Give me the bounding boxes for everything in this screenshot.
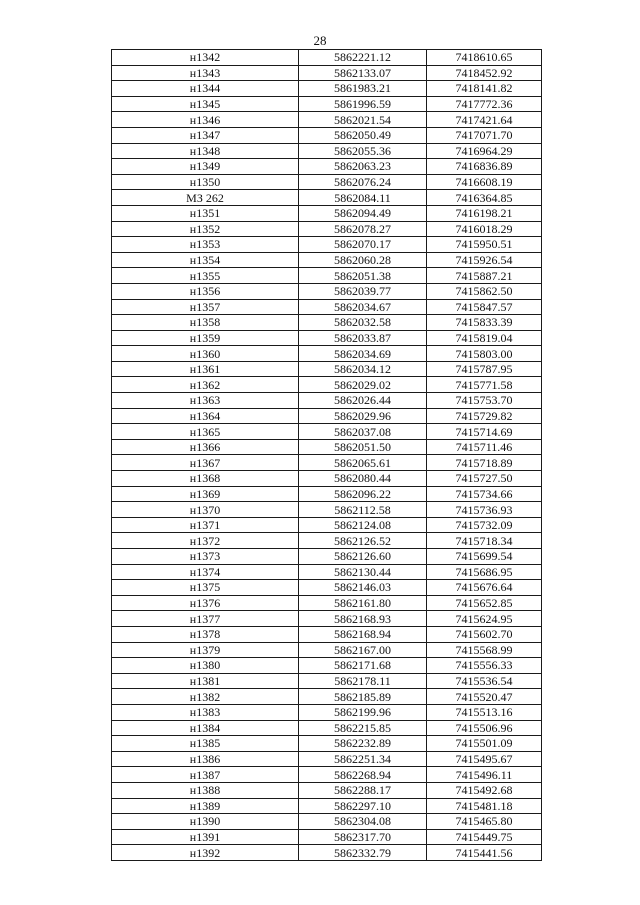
y-coordinate-cell: 7415753.70 — [427, 393, 542, 409]
x-coordinate-cell: 5862094.49 — [299, 205, 427, 221]
point-number-cell: н1371 — [112, 517, 299, 533]
y-coordinate-cell: 7415513.16 — [427, 704, 542, 720]
point-number-cell: н1351 — [112, 205, 299, 221]
table-row — [112, 268, 542, 284]
y-coordinate-cell: 7415787.95 — [427, 361, 542, 377]
y-coordinate-cell: 7415686.95 — [427, 564, 542, 580]
point-number-cell: н1346 — [112, 112, 299, 128]
y-coordinate-cell: 7415536.54 — [427, 673, 542, 689]
point-number-cell: н1354 — [112, 252, 299, 268]
point-number-cell: н1347 — [112, 127, 299, 143]
point-number-cell: н1368 — [112, 471, 299, 487]
table-row — [112, 673, 542, 689]
y-coordinate-cell: 7417071.70 — [427, 127, 542, 143]
x-coordinate-cell: 5862096.22 — [299, 486, 427, 502]
y-coordinate-cell: 7415718.89 — [427, 455, 542, 471]
x-coordinate-cell: 5862168.93 — [299, 611, 427, 627]
x-coordinate-cell: 5862080.44 — [299, 471, 427, 487]
y-coordinate-cell: 7415714.69 — [427, 424, 542, 440]
point-number-cell: н1389 — [112, 798, 299, 814]
y-coordinate-cell: 7418141.82 — [427, 81, 542, 97]
x-coordinate-cell: 5862055.36 — [299, 143, 427, 159]
table-row — [112, 315, 542, 331]
point-number-cell: н1378 — [112, 626, 299, 642]
point-number-cell: н1358 — [112, 315, 299, 331]
y-coordinate-cell: 7415481.18 — [427, 798, 542, 814]
x-coordinate-cell: 5862268.94 — [299, 767, 427, 783]
table-row — [112, 767, 542, 783]
table-row — [112, 455, 542, 471]
y-coordinate-cell: 7415732.09 — [427, 517, 542, 533]
coordinates-table-body — [112, 50, 542, 861]
x-coordinate-cell: 5862084.11 — [299, 190, 427, 206]
table-row — [112, 439, 542, 455]
point-number-cell: н1367 — [112, 455, 299, 471]
point-number-cell: н1391 — [112, 829, 299, 845]
table-row — [112, 704, 542, 720]
table-row — [112, 96, 542, 112]
x-coordinate-cell: 5862297.10 — [299, 798, 427, 814]
y-coordinate-cell: 7415699.54 — [427, 549, 542, 565]
point-number-cell: н1366 — [112, 439, 299, 455]
point-number-cell: н1373 — [112, 549, 299, 565]
x-coordinate-cell: 5862029.02 — [299, 377, 427, 393]
table-row — [112, 424, 542, 440]
point-number-cell: н1375 — [112, 580, 299, 596]
table-row — [112, 626, 542, 642]
point-number-cell: н1344 — [112, 81, 299, 97]
y-coordinate-cell: 7416364.85 — [427, 190, 542, 206]
y-coordinate-cell: 7417421.64 — [427, 112, 542, 128]
coordinates-table — [111, 49, 542, 861]
y-coordinate-cell: 7415624.95 — [427, 611, 542, 627]
y-coordinate-cell: 7415734.66 — [427, 486, 542, 502]
point-number-cell: н1362 — [112, 377, 299, 393]
point-number-cell: н1392 — [112, 845, 299, 861]
x-coordinate-cell: 5862215.85 — [299, 720, 427, 736]
table-row — [112, 814, 542, 830]
x-coordinate-cell: 5862133.07 — [299, 65, 427, 81]
point-number-cell: н1379 — [112, 642, 299, 658]
y-coordinate-cell: 7417772.36 — [427, 96, 542, 112]
x-coordinate-cell: 5862232.89 — [299, 736, 427, 752]
x-coordinate-cell: 5862332.79 — [299, 845, 427, 861]
x-coordinate-cell: 5862304.08 — [299, 814, 427, 830]
x-coordinate-cell: 5862034.69 — [299, 346, 427, 362]
table-row — [112, 205, 542, 221]
table-row — [112, 720, 542, 736]
table-row — [112, 751, 542, 767]
x-coordinate-cell: 5862317.70 — [299, 829, 427, 845]
table-row — [112, 377, 542, 393]
y-coordinate-cell: 7415926.54 — [427, 252, 542, 268]
table-row — [112, 237, 542, 253]
x-coordinate-cell: 5862124.08 — [299, 517, 427, 533]
table-row — [112, 564, 542, 580]
x-coordinate-cell: 5862185.89 — [299, 689, 427, 705]
point-number-cell: н1383 — [112, 704, 299, 720]
table-row — [112, 190, 542, 206]
x-coordinate-cell: 5862199.96 — [299, 704, 427, 720]
table-row — [112, 159, 542, 175]
y-coordinate-cell: 7416608.19 — [427, 174, 542, 190]
x-coordinate-cell: 5862050.49 — [299, 127, 427, 143]
y-coordinate-cell: 7415676.64 — [427, 580, 542, 596]
y-coordinate-cell: 7415819.04 — [427, 330, 542, 346]
y-coordinate-cell: 7415736.93 — [427, 502, 542, 518]
y-coordinate-cell: 7415727.50 — [427, 471, 542, 487]
table-row — [112, 736, 542, 752]
table-row — [112, 502, 542, 518]
point-number-cell: н1388 — [112, 782, 299, 798]
table-row — [112, 127, 542, 143]
table-row — [112, 361, 542, 377]
point-number-cell: н1353 — [112, 237, 299, 253]
x-coordinate-cell: 5862037.08 — [299, 424, 427, 440]
y-coordinate-cell: 7415492.68 — [427, 782, 542, 798]
x-coordinate-cell: 5862034.67 — [299, 299, 427, 315]
table-row — [112, 580, 542, 596]
y-coordinate-cell: 7418610.65 — [427, 50, 542, 66]
table-row — [112, 658, 542, 674]
y-coordinate-cell: 7415602.70 — [427, 626, 542, 642]
point-number-cell: н1385 — [112, 736, 299, 752]
table-row — [112, 845, 542, 861]
x-coordinate-cell: 5862026.44 — [299, 393, 427, 409]
table-row — [112, 517, 542, 533]
table-row — [112, 533, 542, 549]
point-number-cell: н1359 — [112, 330, 299, 346]
x-coordinate-cell: 5862051.38 — [299, 268, 427, 284]
point-number-cell: н1381 — [112, 673, 299, 689]
point-number-cell: н1360 — [112, 346, 299, 362]
point-number-cell: н1390 — [112, 814, 299, 830]
y-coordinate-cell: 7415506.96 — [427, 720, 542, 736]
table-row — [112, 299, 542, 315]
point-number-cell: МЗ 262 — [112, 190, 299, 206]
point-number-cell: н1365 — [112, 424, 299, 440]
y-coordinate-cell: 7415729.82 — [427, 408, 542, 424]
x-coordinate-cell: 5862171.68 — [299, 658, 427, 674]
x-coordinate-cell: 5862251.34 — [299, 751, 427, 767]
table-row — [112, 829, 542, 845]
table-row — [112, 471, 542, 487]
y-coordinate-cell: 7415520.47 — [427, 689, 542, 705]
table-row — [112, 689, 542, 705]
x-coordinate-cell: 5862021.54 — [299, 112, 427, 128]
point-number-cell: н1355 — [112, 268, 299, 284]
y-coordinate-cell: 7415568.99 — [427, 642, 542, 658]
y-coordinate-cell: 7415652.85 — [427, 595, 542, 611]
y-coordinate-cell: 7415441.56 — [427, 845, 542, 861]
y-coordinate-cell: 7416198.21 — [427, 205, 542, 221]
x-coordinate-cell: 5861996.59 — [299, 96, 427, 112]
x-coordinate-cell: 5862051.50 — [299, 439, 427, 455]
point-number-cell: н1376 — [112, 595, 299, 611]
table-row — [112, 112, 542, 128]
y-coordinate-cell: 7416964.29 — [427, 143, 542, 159]
table-row — [112, 50, 542, 66]
table-row — [112, 782, 542, 798]
table-row — [112, 408, 542, 424]
table-row — [112, 642, 542, 658]
point-number-cell: н1369 — [112, 486, 299, 502]
x-coordinate-cell: 5862161.80 — [299, 595, 427, 611]
y-coordinate-cell: 7415449.75 — [427, 829, 542, 845]
y-coordinate-cell: 7415495.67 — [427, 751, 542, 767]
point-number-cell: н1384 — [112, 720, 299, 736]
y-coordinate-cell: 7416018.29 — [427, 221, 542, 237]
y-coordinate-cell: 7418452.92 — [427, 65, 542, 81]
y-coordinate-cell: 7415862.50 — [427, 283, 542, 299]
point-number-cell: н1382 — [112, 689, 299, 705]
point-number-cell: н1348 — [112, 143, 299, 159]
x-coordinate-cell: 5862112.58 — [299, 502, 427, 518]
point-number-cell: н1356 — [112, 283, 299, 299]
table-row — [112, 65, 542, 81]
x-coordinate-cell: 5862126.52 — [299, 533, 427, 549]
table-row — [112, 330, 542, 346]
point-number-cell: н1370 — [112, 502, 299, 518]
table-row — [112, 346, 542, 362]
x-coordinate-cell: 5862032.58 — [299, 315, 427, 331]
point-number-cell: н1349 — [112, 159, 299, 175]
y-coordinate-cell: 7416836.89 — [427, 159, 542, 175]
x-coordinate-cell: 5862060.28 — [299, 252, 427, 268]
table-row — [112, 252, 542, 268]
x-coordinate-cell: 5862034.12 — [299, 361, 427, 377]
point-number-cell: н1372 — [112, 533, 299, 549]
table-row — [112, 283, 542, 299]
table-row — [112, 221, 542, 237]
point-number-cell: н1377 — [112, 611, 299, 627]
y-coordinate-cell: 7415950.51 — [427, 237, 542, 253]
point-number-cell: н1386 — [112, 751, 299, 767]
point-number-cell: н1364 — [112, 408, 299, 424]
point-number-cell: н1342 — [112, 50, 299, 66]
x-coordinate-cell: 5862167.00 — [299, 642, 427, 658]
x-coordinate-cell: 5862033.87 — [299, 330, 427, 346]
point-number-cell: н1357 — [112, 299, 299, 315]
table-row — [112, 798, 542, 814]
table-row — [112, 595, 542, 611]
x-coordinate-cell: 5862070.17 — [299, 237, 427, 253]
table-row — [112, 81, 542, 97]
point-number-cell: н1363 — [112, 393, 299, 409]
x-coordinate-cell: 5862288.17 — [299, 782, 427, 798]
y-coordinate-cell: 7415718.34 — [427, 533, 542, 549]
y-coordinate-cell: 7415847.57 — [427, 299, 542, 315]
x-coordinate-cell: 5862063.23 — [299, 159, 427, 175]
point-number-cell: н1350 — [112, 174, 299, 190]
x-coordinate-cell: 5862221.12 — [299, 50, 427, 66]
point-number-cell: н1374 — [112, 564, 299, 580]
x-coordinate-cell: 5862078.27 — [299, 221, 427, 237]
x-coordinate-cell: 5861983.21 — [299, 81, 427, 97]
x-coordinate-cell: 5862076.24 — [299, 174, 427, 190]
y-coordinate-cell: 7415501.09 — [427, 736, 542, 752]
y-coordinate-cell: 7415465.80 — [427, 814, 542, 830]
point-number-cell: н1380 — [112, 658, 299, 674]
y-coordinate-cell: 7415496.11 — [427, 767, 542, 783]
page-number: 28 — [313, 33, 327, 48]
x-coordinate-cell: 5862146.03 — [299, 580, 427, 596]
x-coordinate-cell: 5862168.94 — [299, 626, 427, 642]
y-coordinate-cell: 7415887.21 — [427, 268, 542, 284]
x-coordinate-cell: 5862178.11 — [299, 673, 427, 689]
table-row — [112, 174, 542, 190]
point-number-cell: н1345 — [112, 96, 299, 112]
y-coordinate-cell: 7415711.46 — [427, 439, 542, 455]
x-coordinate-cell: 5862130.44 — [299, 564, 427, 580]
y-coordinate-cell: 7415771.58 — [427, 377, 542, 393]
table-row — [112, 143, 542, 159]
table-row — [112, 611, 542, 627]
x-coordinate-cell: 5862039.77 — [299, 283, 427, 299]
table-row — [112, 549, 542, 565]
x-coordinate-cell: 5862029.96 — [299, 408, 427, 424]
y-coordinate-cell: 7415556.33 — [427, 658, 542, 674]
y-coordinate-cell: 7415803.00 — [427, 346, 542, 362]
table-row — [112, 486, 542, 502]
x-coordinate-cell: 5862065.61 — [299, 455, 427, 471]
point-number-cell: н1361 — [112, 361, 299, 377]
point-number-cell: н1352 — [112, 221, 299, 237]
x-coordinate-cell: 5862126.60 — [299, 549, 427, 565]
point-number-cell: н1387 — [112, 767, 299, 783]
table-row — [112, 393, 542, 409]
point-number-cell: н1343 — [112, 65, 299, 81]
y-coordinate-cell: 7415833.39 — [427, 315, 542, 331]
